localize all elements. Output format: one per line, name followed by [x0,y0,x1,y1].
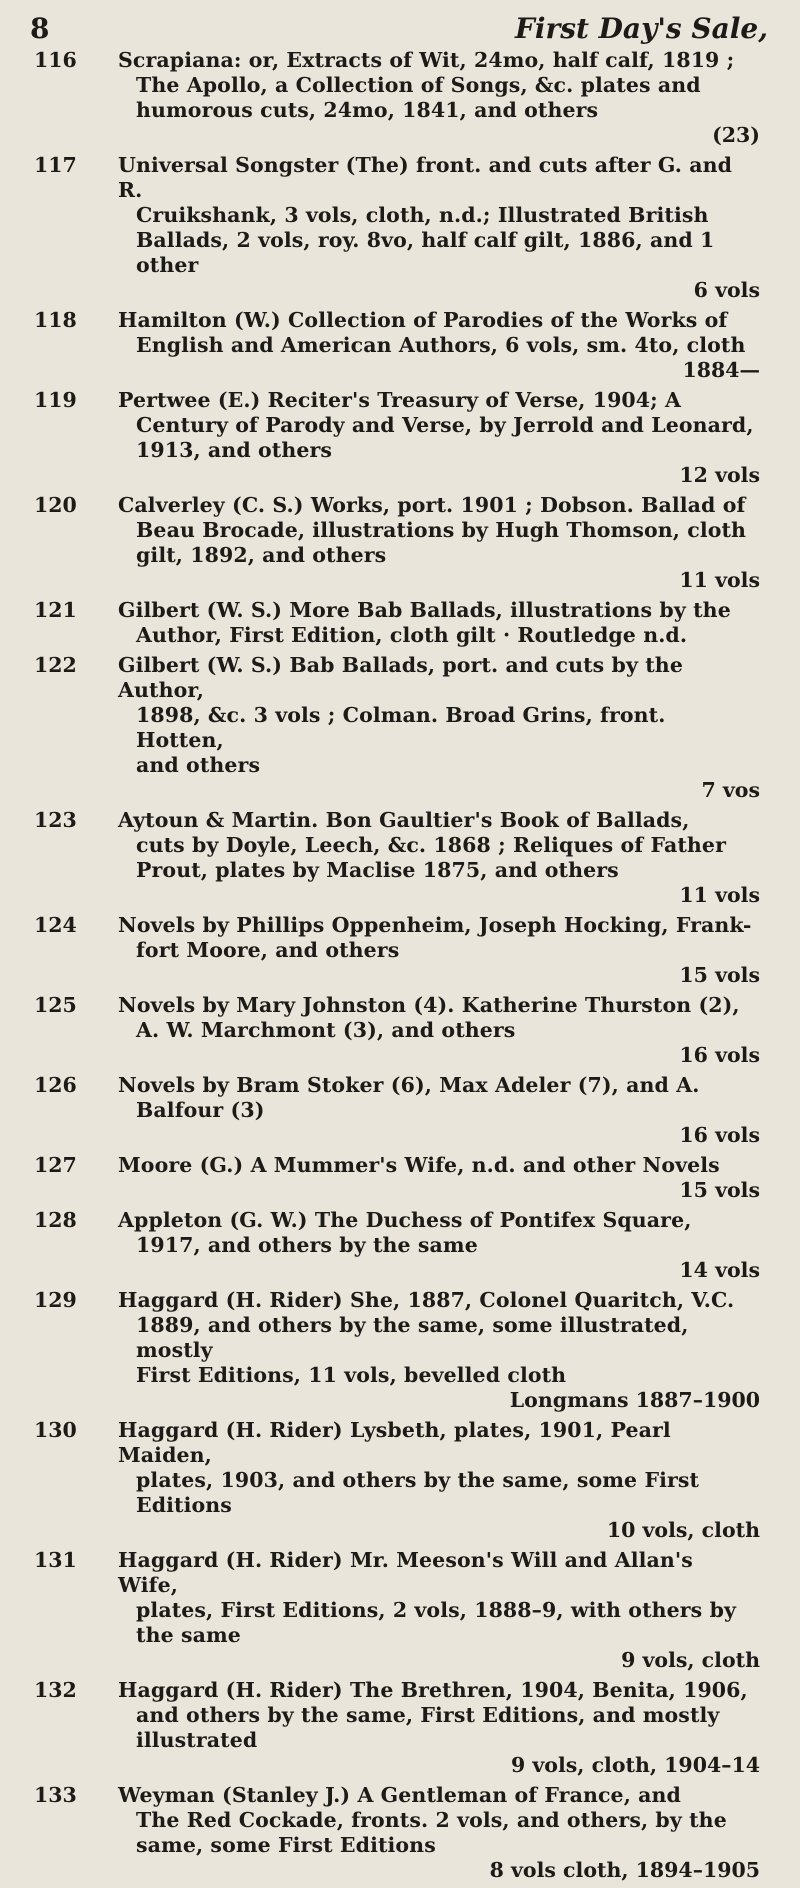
lot-quantity: 15 vols [679,963,760,987]
lot-description [118,1548,760,1648]
lot-list [0,48,800,1888]
lot-line: Cruikshank, 3 vols, cloth, n.d.; Illustrated British [136,203,709,227]
lot-description [118,993,760,1043]
lot-line: Novels by Mary Johnston (4). Katherine Thurston (2), [118,993,740,1017]
lot-number: 131 [34,1548,77,1572]
lot-description [118,1073,760,1123]
lot-line: A. W. Marchmont (3), and others [136,1018,516,1042]
lot-quantity: 16 vols [679,1123,760,1147]
lot-description [118,653,760,778]
lot-description [118,1678,760,1753]
lot-entry [0,48,800,148]
lot-number: 123 [34,808,77,832]
lot-entry [0,493,800,593]
lot-entry [0,1073,800,1148]
lot-description [118,1418,760,1518]
lot-line: Gilbert (W. S.) More Bab Ballads, illustrations by the [118,598,731,622]
lot-line: fort Moore, and others [136,938,400,962]
lot-quantity: 14 vols [679,1258,760,1282]
lot-entry [0,598,800,648]
lot-number: 125 [34,993,77,1017]
lot-quantity: 10 vols, cloth [606,1518,760,1542]
lot-description [118,808,760,883]
lot-entry [0,1208,800,1283]
lot-quantity: 8 vols cloth, 1894–1905 [489,1858,760,1882]
lot-number: 133 [34,1783,77,1807]
lot-number: 118 [34,308,77,332]
lot-line: 1913, and others [136,438,333,462]
lot-line: gilt, 1892, and others [136,543,387,567]
lot-entry [0,1288,800,1413]
lot-line: Haggard (H. Rider) She, 1887, Colonel Quaritch, V.C. [118,1288,735,1312]
lot-line: Haggard (H. Rider) The Brethren, 1904, Benita, 1906, [118,1678,748,1702]
lot-line: 1898, &c. 3 vols ; Colman. Broad Grins, front. Hotten, [136,703,666,752]
lot-quantity: 6 vols [693,278,760,302]
lot-entry [0,1783,800,1883]
lot-quantity: 16 vols [679,1043,760,1067]
lot-entry [0,993,800,1068]
lot-entry [0,1418,800,1543]
lot-line: Novels by Bram Stoker (6), Max Adeler (7), and A. [118,1073,700,1097]
lot-entry [0,1678,800,1778]
lot-quantity: 9 vols, cloth [621,1648,760,1672]
lot-line: Universal Songster (The) front. and cuts after G. and R. [118,153,733,202]
lot-line: humorous cuts, 24mo, 1841, and others [136,98,599,122]
lot-number: 127 [34,1153,77,1177]
lot-description [118,1208,760,1258]
lot-line: plates, 1903, and others by the same, some First Editions [136,1468,700,1517]
lot-description [118,153,760,278]
lot-description [118,1783,760,1858]
lot-line: Ballads, 2 vols, roy. 8vo, half calf gilt, 1886, and 1 other [136,228,715,277]
lot-line: Beau Brocade, illustrations by Hugh Thomson, cloth [136,518,747,542]
lot-description [118,308,760,358]
lot-number: 124 [34,913,77,937]
lot-number: 132 [34,1678,77,1702]
running-title: First Day's Sale, [514,12,768,45]
lot-line: Calverley (C. S.) Works, port. 1901 ; Dobson. Ballad of [118,493,746,517]
lot-line: First Editions, 11 vols, bevelled cloth [136,1363,567,1387]
lot-line: The Apollo, a Collection of Songs, &c. plates and [136,73,701,97]
lot-entry [0,308,800,383]
lot-line: plates, First Editions, 2 vols, 1888–9, with others by [136,1598,737,1622]
lot-number: 129 [34,1288,77,1312]
lot-description [118,493,760,568]
lot-entry [0,1153,800,1203]
lot-entry [0,1548,800,1673]
lot-number: 116 [34,48,77,72]
lot-line: Gilbert (W. S.) Bab Ballads, port. and cuts by the Author, [118,653,683,702]
lot-quantity: 12 vols [679,463,760,487]
lot-number: 128 [34,1208,77,1232]
lot-line: Haggard (H. Rider) Lysbeth, plates, 1901, Pearl Maiden, [118,1418,671,1467]
lot-line: Haggard (H. Rider) Mr. Meeson's Will and Allan's Wife, [118,1548,693,1597]
page-number: 8 [30,12,50,45]
lot-line: Pertwee (E.) Reciter's Treasury of Verse, 1904; A [118,388,682,412]
lot-line: Century of Parody and Verse, by Jerrold and Leonard, [136,413,754,437]
lot-entry [0,653,800,803]
lot-entry [0,913,800,988]
lot-line: Novels by Phillips Oppenheim, Joseph Hocking, Frank- [118,913,752,937]
lot-number: 120 [34,493,77,517]
lot-entry [0,153,800,303]
lot-quantity: Longmans 1887–1900 [509,1388,760,1412]
lot-quantity: 7 vos [701,778,760,802]
lot-line: Aytoun & Martin. Bon Gaultier's Book of Ballads, [118,808,690,832]
lot-number: 130 [34,1418,77,1442]
lot-number: 119 [34,388,77,412]
lot-entry [0,808,800,908]
lot-line: and others by the same, First Editions, and mostly [136,1703,720,1727]
lot-description [118,1288,760,1388]
lot-description [118,388,760,463]
lot-quantity: 1884— [682,358,760,382]
lot-quantity: 11 vols [679,568,760,592]
lot-number: 121 [34,598,77,622]
lot-line: Prout, plates by Maclise 1875, and others [136,858,619,882]
lot-line: illustrated [136,1728,258,1752]
lot-line: English and American Authors, 6 vols, sm. 4to, cloth [136,333,746,357]
lot-number: 126 [34,1073,77,1097]
lot-line: Scrapiana: or, Extracts of Wit, 24mo, half calf, 1819 ; [118,48,735,72]
lot-line: 1917, and others by the same [136,1233,478,1257]
lot-line: 1889, and others by the same, some illustrated, mostly [136,1313,689,1362]
lot-line: same, some First Editions [136,1833,436,1857]
lot-line: cuts by Doyle, Leech, &c. 1868 ; Reliques of Father [136,833,726,857]
lot-line: Appleton (G. W.) The Duchess of Pontifex Square, [118,1208,692,1232]
lot-line: The Red Cockade, fronts. 2 vols, and others, by the [136,1808,727,1832]
lot-description [118,913,760,963]
lot-number: 117 [34,153,77,177]
lot-description [118,48,760,123]
lot-line: and others [136,753,261,777]
lot-quantity: 11 vols [679,883,760,907]
lot-line: Hamilton (W.) Collection of Parodies of the Works of [118,308,728,332]
lot-line: Weyman (Stanley J.) A Gentleman of France, and [118,1783,681,1807]
lot-number: 122 [34,653,77,677]
lot-line: the same [136,1623,241,1647]
lot-entry [0,388,800,488]
lot-line: Moore (G.) A Mummer's Wife, n.d. and other Novels [118,1153,720,1177]
page-header [0,6,800,45]
lot-quantity: 15 vols [679,1178,760,1202]
lot-line: Balfour (3) [136,1098,265,1122]
lot-quantity: 9 vols, cloth, 1904–14 [510,1753,760,1777]
lot-description [118,598,760,648]
lot-description [118,1153,760,1178]
lot-quantity: (23) [712,123,760,147]
lot-line: Author, First Edition, cloth gilt · Routledge n.d. [136,623,688,647]
